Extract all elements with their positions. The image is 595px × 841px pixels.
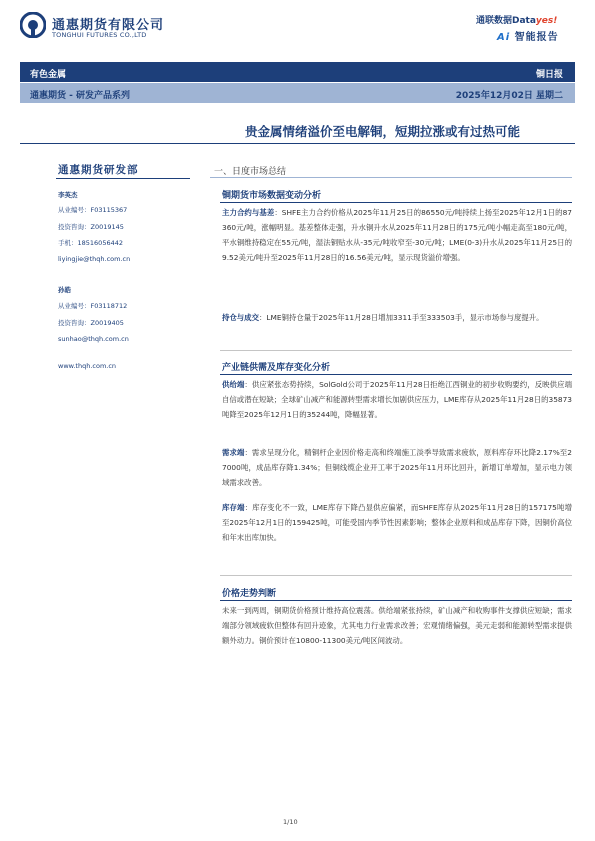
paragraph-price-outlook: 未来一到两周，铜期货价格预计维持高位震荡。供给端紧张持续，矿山减产和收购事件支撑供应短缺；需求端部分领域疲软但整体有回升迹象，尤其电力行业需求改善；宏观情绪偏强，美元走弱和能源转型需求提供额外动力。铜价预计在10800-11300美元/吨区间波动。 [222, 606, 572, 645]
brand-accent: yes! [535, 16, 558, 26]
para-label: 库存端 [222, 503, 245, 512]
block-title-supply-demand: 产业链供需及库存变化分析 [222, 363, 331, 373]
para-label: 需求端 [222, 448, 245, 457]
analyst-advisory: 投资咨询：Z0019145 [58, 223, 124, 231]
analyst-license: 从业编号：F03118712 [58, 302, 128, 310]
analyst-name: 李英杰 [58, 191, 78, 199]
category-band [20, 62, 575, 82]
paragraph-supply [222, 377, 572, 422]
brand-main: 通联数据Data [476, 16, 536, 26]
block-title-underline [220, 600, 572, 601]
paragraph-demand [222, 445, 572, 490]
ai-report-label [497, 28, 559, 43]
page-number: 1/10 [283, 818, 298, 826]
para-text: ：供应紧张态势持续，SolGold公司于2025年11月28日拒绝江西铜业的初步收购要约，反映供应端自信或潜在短缺；全球矿山减产和能源转型需求增长加剧供应压力，LME库存从2025年11月28日的35873吨降至2025年12月1日的35244吨，降幅显著。 [222, 380, 572, 419]
para-text: ：SHFE主力合约价格从2025年11月25日的86550元/吨持续上扬至2025年12月1日的87360元/吨，涨幅明显。基差整体走强，升水铜升水从2025年11月28日的175元/吨小幅走高至180元/吨，平水铜维持稳定在55元/吨，湿法铜贴水从-35元/吨收窄至-30元/吨；LME(0-3)升水从2025年11月25日的9.52美元/吨升至2025年11月28日的16.56美元/吨，显示现货溢价增强。 [222, 208, 572, 262]
block-title-market-data: 铜期货市场数据变动分析 [222, 191, 322, 201]
analyst-email[interactable]: liyingjie@thqh.com.cn [58, 255, 131, 263]
paragraph-inventory [222, 500, 572, 545]
company-name-en: TONGHUI FUTURES CO.,LTD [52, 31, 147, 39]
analyst-email[interactable]: sunhao@thqh.com.cn [58, 335, 129, 343]
paragraph-positions [222, 310, 572, 325]
report-label: 智能报告 [514, 32, 559, 43]
datayes-brand [476, 13, 557, 26]
page-title: 贵金属情绪溢价至电解铜，短期拉涨或有过热可能 [244, 124, 520, 139]
report-date: 2025年12月02日 星期二 [455, 91, 563, 101]
company-name-cn: 通惠期货有限公司 [52, 18, 165, 33]
para-text: ：需求呈现分化，精铜杆企业因价格走高和终端施工淡季导致需求疲软，原料库存环比降2.17%至27000吨，成品库存降1.34%；但铜线缆企业开工率于2025年11月环比回升，新增订单增加，显示电力领域需求改善。 [222, 448, 572, 487]
website-link[interactable]: www.thqh.com.cn [58, 362, 117, 370]
analyst-phone: 手机：18516056442 [58, 239, 123, 247]
para-text: ：库存变化不一致，LME库存下降凸显供应偏紧，而SHFE库存从2025年11月28日的157175吨增至2025年12月1日的159425吨，可能受国内季节性因素影响；整体企业原料和成品库存下降，因铜价高位和年末出库加快。 [222, 503, 572, 542]
analyst-name: 孙皓 [58, 286, 71, 294]
company-logo-icon [20, 12, 46, 38]
sidebar-heading: 通惠期货研发部 [58, 164, 139, 176]
category-label: 有色金属 [30, 70, 67, 80]
block-separator [220, 575, 572, 576]
para-label: 主力合约与基差 [222, 208, 275, 217]
block-title-price-outlook: 价格走势判断 [222, 589, 277, 599]
para-label: 供给端 [222, 380, 245, 389]
title-divider [20, 143, 575, 144]
paragraph-contract-basis [222, 205, 572, 265]
ai-prefix: Ai [497, 32, 511, 43]
block-title-underline [220, 202, 572, 203]
para-text: ：LME铜持仓量于2025年11月28日增加3311手至333503手，显示市场参与度提升。 [258, 313, 544, 322]
section-divider [210, 177, 572, 178]
block-title-underline [220, 374, 572, 375]
analyst-advisory: 投资咨询：Z0019405 [58, 319, 124, 327]
report-type-label: 铜日报 [535, 70, 563, 80]
section-heading: 一、日度市场总结 [214, 167, 287, 177]
para-label: 持仓与成交 [222, 313, 259, 322]
series-label: 通惠期货 - 研发产品系列 [30, 91, 131, 101]
analyst-license: 从业编号：F03115367 [58, 206, 128, 214]
block-separator [220, 350, 572, 351]
sidebar-divider [56, 178, 190, 179]
